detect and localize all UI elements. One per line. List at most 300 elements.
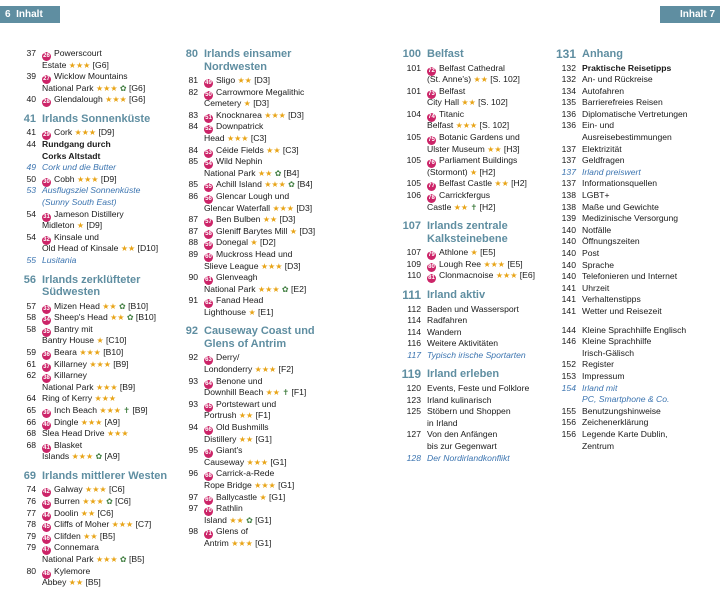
star-icon: ★ [226,133,235,143]
toc-entry[interactable] [556,178,720,190]
entry-text: Uhrzeit [582,282,610,293]
toc-entry[interactable] [178,214,348,226]
toc-entry[interactable] [16,48,176,60]
toc-entry[interactable] [401,178,551,190]
toc-entry[interactable] [556,271,720,283]
star-icon: ★ [120,244,128,254]
toc-entry[interactable] [401,338,551,350]
page-number: 131 [556,47,577,61]
toc-entry[interactable] [16,484,176,496]
star-icon: ★ [229,515,237,525]
star-icon: ★ [79,347,87,357]
nature-icon: ✿ [95,452,103,462]
page-number: 117 [407,349,421,360]
page-number: 144 [561,324,576,335]
entry-text: Bantry mit [54,323,93,334]
toc-entry[interactable] [178,480,348,492]
toc-entry[interactable] [178,110,348,122]
toc-entry[interactable] [16,370,176,382]
page-number: 84 [188,144,198,155]
toc-entry[interactable] [178,98,348,110]
star-icon: ★ [243,99,251,109]
star-icon: ★ [106,429,115,439]
toc-entry[interactable] [16,209,176,221]
toc-entry[interactable] [16,324,176,336]
toc-entry[interactable] [16,139,176,151]
toc-entry[interactable] [16,554,176,566]
page-number: 39 [26,71,36,82]
star-icon: ★ [494,179,502,189]
star-icon: ★ [264,110,272,120]
toc-entry[interactable] [401,144,551,156]
toc-entry[interactable] [16,301,176,313]
star-icon: ★ [90,531,98,541]
page-number: 76 [26,496,36,506]
toc-entry[interactable] [178,307,348,319]
toc-entry[interactable] [401,453,551,465]
page-number: 97 [188,491,198,502]
page-number: 79 [26,542,36,553]
nature-icon: ✿ [119,83,127,93]
entry-text: Ballycastle ★ [G1] [216,491,286,502]
toc-entry[interactable] [178,352,348,364]
toc-entry[interactable] [16,220,176,232]
toc-entry[interactable] [178,457,348,469]
toc-entry[interactable] [556,120,720,132]
toc-entry[interactable] [16,255,176,267]
toc-section-heading[interactable] [178,48,348,73]
toc-entry[interactable] [556,63,720,75]
toc-entry[interactable] [178,468,348,480]
toc-entry[interactable] [178,364,348,376]
page-number: 49 [26,162,36,173]
star-icon: ★ [244,76,252,85]
toc-entry[interactable] [556,348,720,360]
star-icon: ★ [103,83,111,93]
page-number: 93 [188,375,198,386]
page-number: 105 [406,132,421,143]
page-number: 114 [407,326,421,337]
toc-entry[interactable] [178,87,348,99]
toc-entry[interactable] [16,151,176,163]
toc-entry[interactable] [401,383,551,395]
toc-entry[interactable] [401,247,551,259]
toc-entry[interactable] [16,382,176,394]
page-number: 40 [26,94,36,105]
star-icon: ★ [71,452,79,462]
toc-entry[interactable] [401,97,551,109]
toc-section-heading[interactable] [401,48,551,61]
toc-entry[interactable] [16,451,176,463]
page-number: 138 [561,190,576,201]
toc-entry[interactable] [556,155,720,167]
page-number: 120 [406,382,421,393]
star-icon: ★ [461,98,469,108]
entry-text: Post [582,248,600,258]
toc-entry[interactable] [178,226,348,238]
page-number: 137 [561,178,576,189]
star-icon: ★ [453,202,461,212]
toc-entry[interactable] [556,325,720,337]
toc-entry[interactable] [178,203,348,215]
toc-section-heading[interactable] [16,470,176,483]
page-number: 153 [561,370,576,381]
toc-entry[interactable] [556,371,720,383]
toc-entry[interactable] [178,272,348,284]
sight-number-badge: 58 [205,230,212,237]
toc-entry[interactable] [556,236,720,248]
toc-entry[interactable] [556,429,720,441]
entry-text: Zentrum [582,440,614,451]
toc-entry[interactable] [401,120,551,132]
toc-entry[interactable] [16,185,176,197]
sight-number-badge: 68 [205,473,212,480]
entry-text: Islands ★★★ ✿ [A9] [42,451,120,462]
entry-text: Praktische Reisetipps [582,62,672,73]
nature-icon: ✿ [246,515,253,525]
toc-section-heading[interactable] [556,48,720,61]
toc-entry[interactable] [178,133,348,145]
entry-text: Elektrizität [582,143,622,154]
toc-entry[interactable] [178,295,348,307]
entry-text: Lighthouse ★ [E1] [204,306,274,317]
toc-entry[interactable] [401,132,551,144]
toc-entry[interactable] [401,418,551,430]
toc-entry[interactable] [16,496,176,508]
toc-entry[interactable] [16,243,176,255]
toc-entry[interactable] [401,429,551,441]
toc-entry[interactable] [178,538,348,550]
toc-entry[interactable] [16,405,176,417]
toc-entry[interactable] [401,395,551,407]
toc-entry[interactable] [178,75,348,87]
sight-number-badge: 67 [205,450,212,457]
toc-entry[interactable] [16,440,176,452]
star-icon: ★ [460,202,469,212]
star-icon: ★ [84,174,92,184]
toc-entry[interactable] [401,406,551,418]
star-icon: ★ [238,434,247,444]
toc-entry[interactable] [401,315,551,327]
page-number: 84 [188,121,198,132]
toc-entry[interactable] [178,156,348,168]
star-icon: ★ [87,417,96,427]
star-icon: ★ [246,457,254,467]
star-icon: ★ [259,492,267,502]
toc-entry[interactable] [178,503,348,515]
toc-entry[interactable] [16,347,176,359]
toc-entry[interactable] [401,86,551,98]
entry-text: National Park ★★★ ✿ [E2] [204,283,307,294]
toc-entry[interactable] [556,213,720,225]
sight-number-badge: 28 [43,99,50,106]
star-icon: ★ [265,284,273,294]
toc-entry[interactable] [556,283,720,295]
sight-number-badge: 73 [428,90,435,97]
entry-text: Benutzungshinweise [582,405,661,416]
toc-entry[interactable] [178,526,348,538]
entry-text: bis zur Gegenwart [427,440,497,451]
star-icon: ★ [260,457,269,467]
toc-entry[interactable] [401,304,551,316]
toc-entry[interactable] [178,237,348,249]
star-icon: ★ [105,95,113,105]
entry-text: Old Head of Kinsale ★★ [D10] [42,243,159,254]
toc-entry[interactable] [556,306,720,318]
toc-entry[interactable] [178,387,348,399]
toc-entry[interactable] [556,394,720,406]
toc-entry[interactable] [556,383,720,395]
toc-entry[interactable] [16,83,176,95]
star-icon: ★ [497,259,505,269]
page-number: 58 [26,312,36,323]
toc-entry[interactable] [178,168,348,180]
star-icon: ★ [75,60,84,70]
entry-text: Sligo ★★ [D3] [216,75,270,85]
page-number: 87 [188,214,198,225]
page-number: 77 [26,507,36,518]
entry-text: Athlone ★ [E5] [439,247,496,258]
toc-entry[interactable] [401,63,551,75]
entry-text: Kleine Sprachhilfe Englisch [582,324,687,335]
star-icon: ★ [266,145,274,155]
page-number: 62 [26,370,36,381]
toc-entry[interactable] [16,335,176,347]
toc-entry[interactable] [178,515,348,527]
star-icon: ★ [469,167,478,177]
entry-text: Wicklow Mountains [54,71,128,82]
toc-entry[interactable] [16,577,176,589]
toc-entry[interactable] [178,434,348,446]
toc-entry[interactable] [556,441,720,453]
entry-text: Ein- und [582,120,615,131]
toc-entry[interactable] [16,542,176,554]
toc-entry[interactable] [401,155,551,167]
sight-number-badge: 77 [428,183,435,190]
toc-entry[interactable] [16,508,176,520]
toc-entry[interactable] [401,327,551,339]
entry-text: Powerscourt [54,48,102,58]
toc-entry[interactable] [178,249,348,261]
toc-entry[interactable] [401,190,551,202]
sight-number-badge: 81 [428,275,435,282]
toc-entry[interactable] [401,441,551,453]
toc-section-heading[interactable] [16,113,176,126]
entry-text: Rathlin [216,503,243,514]
entry-text: (St. Anne's) ★★ [S. 102] [427,74,520,85]
toc-entry[interactable] [16,417,176,429]
page-number: 97 [188,503,198,514]
toc-entry[interactable] [556,336,720,348]
sight-number-badge: 71 [205,531,212,538]
page-number: 154 [561,382,576,393]
toc-section-heading[interactable] [178,325,348,350]
toc-entry[interactable] [178,445,348,457]
toc-section-heading[interactable] [401,368,551,381]
page-number: 68 [26,439,36,450]
section-title: Anhang [582,48,623,60]
toc-entry[interactable] [16,519,176,531]
toc-entry[interactable] [16,71,176,83]
star-icon: ★ [470,121,478,131]
toc-entry[interactable] [16,94,176,106]
toc-entry[interactable] [16,393,176,405]
toc-entry[interactable] [16,428,176,440]
section-title: Irland aktiv [427,289,486,301]
toc-entry[interactable] [556,406,720,418]
star-icon: ★ [272,388,280,398]
entry-text: Irland mit [582,382,618,393]
entry-text: Irland preiswert [582,166,641,177]
beach-icon: ✝ [123,405,130,415]
toc-entry[interactable] [401,270,551,282]
toc-entry[interactable] [556,260,720,272]
page-number: 94 [188,422,198,433]
toc-entry[interactable] [178,410,348,422]
sight-number-badge: 44 [43,512,50,519]
toc-entry[interactable] [16,197,176,209]
sight-number-badge: 51 [205,114,212,121]
toc-entry[interactable] [401,74,551,86]
sight-number-badge: 27 [43,76,50,83]
star-icon: ★ [110,313,118,323]
sight-number-badge: 36 [43,351,50,358]
toc-entry[interactable] [16,531,176,543]
entry-text: Wandern [427,326,462,337]
toc-entry[interactable] [556,294,720,306]
sight-number-badge: 66 [205,427,212,434]
toc-entry[interactable] [556,74,720,86]
toc-entry[interactable] [178,179,348,191]
page-number: 119 [401,367,421,382]
sight-number-badge: 26 [43,53,50,59]
sight-number-badge: 70 [205,508,212,515]
toc-entry[interactable] [401,259,551,271]
entry-text: Wetter und Reisezeit [582,305,662,316]
toc-entry[interactable] [556,109,720,121]
star-icon: ★ [85,485,93,495]
section-title: Irlands Sonnenküste [42,112,151,125]
star-icon: ★ [501,179,509,189]
nature-icon: ✿ [106,497,113,506]
toc-entry[interactable] [556,202,720,214]
toc-entry[interactable] [401,350,551,362]
toc-entry[interactable] [556,190,720,202]
star-icon: ★ [82,497,90,506]
toc-entry[interactable] [178,121,348,133]
toc-entry[interactable] [178,191,348,203]
star-icon: ★ [125,520,134,530]
star-icon: ★ [80,417,88,427]
entry-text: Radfahren [427,315,468,326]
entry-text: Glencar Lough und [216,190,290,201]
sight-number-badge: 63 [205,357,212,364]
toc-entry[interactable] [556,248,720,260]
entry-text: Glendalough ★★★ [G6] [54,94,146,105]
toc-entry[interactable] [16,127,176,139]
toc-entry[interactable] [16,60,176,72]
entry-text: Maße und Gewichte [582,201,659,212]
toc-entry[interactable] [401,167,551,179]
toc-entry[interactable] [178,399,348,411]
toc-entry[interactable] [556,417,720,429]
toc-entry[interactable] [178,284,348,296]
toc-entry[interactable] [16,232,176,244]
toc-section-heading[interactable] [401,220,551,245]
toc-entry[interactable] [16,566,176,578]
star-icon: ★ [83,60,91,70]
toc-section-heading[interactable] [401,289,551,302]
star-icon: ★ [89,497,97,506]
entry-text: Geldfragen [582,155,625,166]
toc-entry[interactable] [178,145,348,157]
entry-text: in Irland [427,417,458,428]
sight-number-badge: 40 [43,421,50,428]
toc-entry[interactable] [16,174,176,186]
toc-entry[interactable] [16,312,176,324]
entry-text: (Sunny South East) [42,197,117,208]
entry-text: Fanad Head [216,295,264,306]
sight-number-badge: 37 [43,363,50,370]
toc-entry[interactable] [178,422,348,434]
toc-entry[interactable] [178,376,348,388]
sight-number-badge: 47 [43,547,50,554]
entry-text: Verhaltenstipps [582,294,641,305]
entry-text: Zeichenerklärung [582,417,649,428]
star-icon: ★ [234,133,242,143]
page-number: 82 [188,86,198,97]
star-icon: ★ [246,411,254,421]
section-title: Südwesten [42,286,101,299]
toc-entry[interactable] [556,225,720,237]
star-icon: ★ [261,481,269,490]
star-icon: ★ [490,259,498,269]
toc-entry[interactable] [401,202,551,214]
toc-entry[interactable] [178,261,348,273]
toc-column-4 [556,48,720,452]
toc-entry[interactable] [556,167,720,179]
star-icon: ★ [80,508,88,518]
toc-entry[interactable] [16,162,176,174]
toc-entry[interactable] [556,86,720,98]
toc-entry[interactable] [178,492,348,504]
star-icon: ★ [119,95,127,105]
star-icon: ★ [261,365,269,375]
toc-entry[interactable] [401,109,551,121]
toc-entry[interactable] [16,359,176,371]
entry-text: Carrickfergus [439,190,491,201]
toc-entry[interactable] [556,144,720,156]
page-number: 58 [26,323,36,334]
star-icon: ★ [245,538,253,548]
section-title: Kalksteinebene [427,232,508,245]
sight-number-badge: 61 [205,277,212,284]
entry-text: Connemara [54,542,99,553]
star-icon: ★ [114,429,122,439]
page-number: 132 [561,62,576,73]
toc-entry[interactable] [556,97,720,109]
nature-icon: ✿ [274,168,282,178]
toc-entry[interactable] [556,132,720,144]
star-icon: ★ [272,284,280,294]
page-number: 140 [561,224,576,235]
star-icon: ★ [473,75,481,85]
toc-entry[interactable] [556,359,720,371]
star-icon: ★ [503,271,511,281]
entry-text: Wild Nephin [216,156,263,167]
toc-section-heading[interactable] [16,274,176,299]
star-icon: ★ [103,382,111,392]
